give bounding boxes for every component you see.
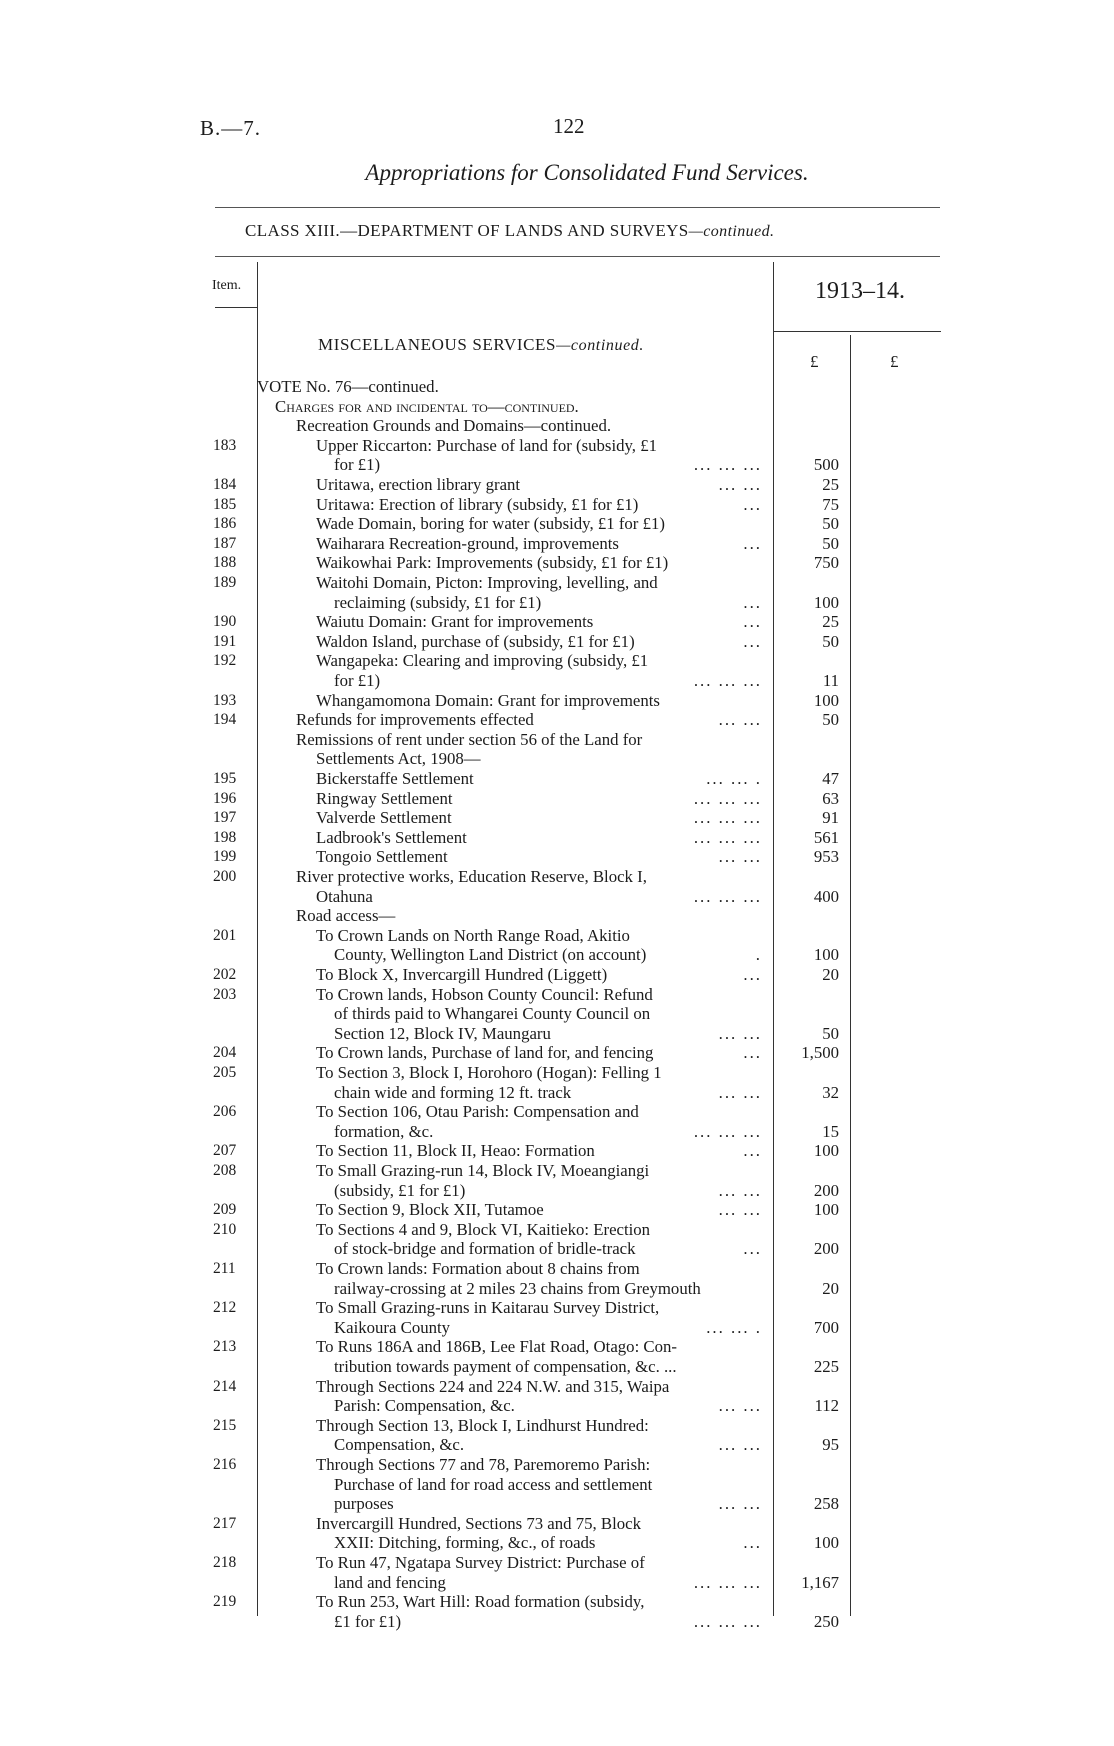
- item-description: Whangamomona Domain: Grant for improvements: [316, 690, 660, 710]
- item-description: Tongoio Settlement: [316, 847, 448, 867]
- table-row: [0, 534, 1114, 554]
- table-row: [0, 1141, 1114, 1161]
- item-description: Waiharara Recreation-ground, improvements: [316, 533, 619, 553]
- leader-dots: ... ... ...: [693, 827, 762, 847]
- table-row: [0, 1416, 1114, 1436]
- amount: 50: [822, 710, 839, 730]
- item-description: To Small Grazing-run 14, Block IV, Moeangiangi: [316, 1161, 650, 1180]
- leader-dots: ...: [743, 631, 762, 651]
- leader-dots: ... ...: [718, 847, 762, 867]
- table-row: [0, 475, 1114, 495]
- table-row: [0, 945, 1114, 965]
- amount: 25: [822, 475, 839, 494]
- item-description: reclaiming (subsidy, £1 for £1): [334, 592, 542, 612]
- leader-dots: ...: [743, 1043, 762, 1063]
- table-row: [0, 1514, 1114, 1534]
- class-heading-continued: —continued.: [688, 223, 775, 240]
- table-row: [0, 985, 1114, 1005]
- item-number: 190: [213, 613, 237, 631]
- table-row: [0, 965, 1114, 985]
- leader-dots: ... ... ...: [693, 671, 762, 690]
- table-row: [0, 1161, 1114, 1181]
- table-row: [0, 1533, 1114, 1553]
- item-description: (subsidy, £1 for £1): [334, 1180, 466, 1200]
- table-row: [0, 573, 1114, 593]
- leader-dots: ... ...: [718, 1200, 762, 1220]
- table-row: [0, 730, 1114, 750]
- amount: 50: [822, 533, 839, 553]
- table-row: [0, 1200, 1114, 1220]
- item-description: Upper Riccarton: Purchase of land for (subsidy, £1: [316, 435, 657, 455]
- leader-dots: ... ... ...: [693, 1121, 762, 1141]
- amount: 47: [822, 769, 839, 788]
- table-row: [0, 436, 1114, 456]
- item-number: 203: [213, 985, 237, 1003]
- item-description: To Crown lands, Hobson County Council: Refund: [316, 984, 653, 1004]
- item-description: Compensation, &c.: [334, 1435, 465, 1455]
- table-row: [0, 1298, 1114, 1318]
- leader-dots: ... ... ...: [693, 788, 762, 808]
- item-number: 209: [213, 1201, 237, 1219]
- table-row: [0, 887, 1114, 907]
- item-description: County, Wellington Land District (on account): [334, 945, 647, 965]
- item-description: chain wide and forming 12 ft. track: [334, 1082, 572, 1102]
- table-row: [0, 906, 1114, 926]
- amount: 91: [822, 808, 839, 828]
- item-number: 212: [213, 1299, 237, 1317]
- item-description: Valverde Settlement: [316, 808, 452, 828]
- table-row: [0, 651, 1114, 671]
- leader-dots: ...: [743, 965, 762, 984]
- item-description: To Crown Lands on North Range Road, Akitio: [316, 925, 630, 945]
- leader-dots: ... ... ...: [693, 808, 762, 828]
- item-number: 217: [213, 1514, 237, 1532]
- amount: 50: [822, 1023, 839, 1043]
- amount: 15: [822, 1121, 839, 1141]
- amount: 75: [822, 494, 839, 514]
- item-description: Waikowhai Park: Improvements (subsidy, £1 for £1): [316, 553, 669, 573]
- amount: 561: [813, 827, 839, 847]
- currency-header-1: £: [810, 352, 819, 371]
- item-description: To Crown lands: Formation about 8 chains from: [316, 1259, 640, 1278]
- leader-dots: ... ...: [718, 1396, 762, 1416]
- item-number: 189: [213, 574, 237, 591]
- item-number: 192: [213, 652, 237, 670]
- item-number: 200: [213, 868, 237, 885]
- amount: 20: [822, 1278, 839, 1298]
- class-heading: [245, 221, 774, 241]
- table-row: [0, 1220, 1114, 1240]
- item-number: 193: [213, 691, 237, 709]
- item-description: Refunds for improvements effected: [296, 710, 534, 730]
- amount: 100: [813, 690, 839, 710]
- leader-dots: ... ...: [718, 1023, 762, 1043]
- item-number: 211: [213, 1260, 236, 1277]
- item-number: 218: [213, 1554, 237, 1571]
- item-number: 195: [213, 770, 237, 787]
- table-row: [0, 1063, 1114, 1083]
- item-number: 185: [213, 495, 237, 513]
- table-row: [0, 1475, 1114, 1495]
- amount: 32: [822, 1082, 839, 1102]
- item-description: Waldon Island, purchase of (subsidy, £1 for £1): [316, 631, 635, 651]
- item-description: Wade Domain, boring for water (subsidy, £1 for £1): [316, 514, 665, 534]
- amount: 700: [813, 1317, 839, 1337]
- table-row: [0, 397, 1114, 417]
- amount: 100: [813, 1141, 839, 1161]
- section-heading-main: MISCELLANEOUS SERVICES: [318, 335, 557, 354]
- item-number: 215: [213, 1416, 237, 1434]
- item-number: 184: [213, 476, 237, 493]
- item-number: 201: [213, 926, 237, 944]
- amount: 50: [822, 514, 839, 534]
- amount: 225: [813, 1357, 839, 1376]
- item-description: tribution towards payment of compensation, &c. ...: [334, 1357, 677, 1376]
- leader-dots: ... ... .: [706, 1317, 762, 1337]
- item-description: To Section 106, Otau Parish: Compensation and: [316, 1102, 639, 1122]
- item-description: Kaikoura County: [334, 1317, 451, 1337]
- item-header-underline: [215, 307, 257, 308]
- leader-dots: ... ...: [718, 1435, 762, 1455]
- leader-dots: ... ...: [718, 475, 762, 494]
- amount: 63: [822, 788, 839, 808]
- leader-dots: ... ...: [718, 1494, 762, 1514]
- item-description: Remissions of rent under section 56 of the Land for: [296, 729, 643, 749]
- table-row: [0, 1122, 1114, 1142]
- table-row: [0, 1043, 1114, 1063]
- table-row: [0, 926, 1114, 946]
- item-description: Invercargill Hundred, Sections 73 and 75, Block: [316, 1513, 641, 1533]
- item-number: 186: [213, 515, 237, 533]
- table-row: [0, 1612, 1114, 1632]
- table-row: [0, 769, 1114, 789]
- table-row: [0, 495, 1114, 515]
- item-number: 216: [213, 1456, 237, 1473]
- table-row: [0, 808, 1114, 828]
- item-number: 204: [213, 1044, 237, 1062]
- table-row: [0, 1181, 1114, 1201]
- table-row: [0, 1083, 1114, 1103]
- item-description: Uritawa: Erection of library (subsidy, £1 for £1): [316, 494, 639, 514]
- item-number: 188: [213, 554, 237, 572]
- item-description: Otahuna: [316, 886, 373, 906]
- item-description: land and fencing: [334, 1572, 446, 1592]
- year-column-header: 1913–14.: [815, 278, 905, 304]
- currency-header-2: £: [890, 352, 899, 371]
- item-description: Through Sections 77 and 78, Paremoremo Parish:: [316, 1455, 651, 1474]
- section-heading: [318, 335, 644, 355]
- amount: 20: [822, 965, 839, 984]
- document-reference: B.—7.: [200, 116, 262, 140]
- leader-dots: ... ...: [718, 1180, 762, 1200]
- item-description: River protective works, Education Reserve, Block I,: [296, 867, 647, 886]
- item-description: To Section 11, Block II, Heao: Formation: [316, 1141, 595, 1161]
- item-description: Uritawa, erection library grant: [316, 475, 521, 494]
- table-row: [0, 1024, 1114, 1044]
- leader-dots: ... ... ...: [693, 1611, 762, 1631]
- class-heading-main: CLASS XIII.—DEPARTMENT OF LANDS AND SURVEYS: [245, 221, 689, 240]
- item-number: 183: [213, 436, 237, 454]
- section-heading-continued: —continued.: [556, 337, 644, 354]
- leader-dots: ... ...: [718, 1082, 762, 1102]
- item-description: To Runs 186A and 186B, Lee Flat Road, Otago: Con-: [316, 1337, 677, 1357]
- table-row: [0, 789, 1114, 809]
- item-description: To Block X, Invercargill Hundred (Liggett): [316, 965, 608, 984]
- amount: 750: [813, 553, 839, 573]
- item-number: 206: [213, 1103, 237, 1121]
- item-number: 196: [213, 789, 237, 807]
- item-description: Wangapeka: Clearing and improving (subsidy, £1: [316, 651, 649, 671]
- item-description: To Run 47, Ngatapa Survey District: Purchase of: [316, 1553, 645, 1572]
- item-number: 199: [213, 848, 237, 866]
- amount: 500: [813, 455, 839, 475]
- table-row: [0, 377, 1114, 397]
- item-description: railway-crossing at 2 miles 23 chains from Greymouth: [334, 1278, 701, 1298]
- item-number: 197: [213, 809, 237, 827]
- item-description: To Sections 4 and 9, Block VI, Kaitieko: Erection: [316, 1219, 651, 1239]
- year-header-rule: [773, 331, 941, 332]
- item-description: Through Sections 224 and 224 N.W. and 315, Waipa: [316, 1376, 670, 1396]
- item-description: Settlements Act, 1908—: [316, 749, 481, 769]
- item-description: To Section 3, Block I, Horohoro (Hogan): Felling 1: [316, 1063, 662, 1082]
- item-number: 194: [213, 711, 237, 729]
- item-description: XXII: Ditching, forming, &c., of roads: [334, 1533, 596, 1553]
- item-number: 187: [213, 534, 237, 552]
- leader-dots: ...: [743, 1533, 762, 1553]
- table-row: [0, 612, 1114, 632]
- item-number: 219: [213, 1593, 237, 1611]
- item-description: formation, &c.: [334, 1121, 434, 1141]
- table-row: [0, 1102, 1114, 1122]
- leader-dots: ... ... ...: [693, 1572, 762, 1592]
- page-title: Appropriations for Consolidated Fund Services.: [365, 160, 809, 185]
- amount: 1,167: [801, 1572, 839, 1592]
- amount: 250: [813, 1611, 839, 1631]
- item-number: 205: [213, 1064, 237, 1081]
- item-description: purposes: [334, 1494, 394, 1514]
- table-row: [0, 1396, 1114, 1416]
- leader-dots: ... ... ...: [693, 886, 762, 906]
- table-row: [0, 1357, 1114, 1377]
- item-description: VOTE No. 76—continued.: [257, 377, 439, 396]
- leader-dots: ...: [743, 612, 762, 632]
- item-description: Bickerstaffe Settlement: [316, 769, 474, 788]
- header-rule: [215, 207, 940, 208]
- item-number: 210: [213, 1220, 237, 1238]
- amount: 200: [813, 1180, 839, 1200]
- item-description: Road access—: [296, 906, 396, 926]
- item-number: 198: [213, 828, 237, 846]
- table-row: [0, 1573, 1114, 1593]
- item-description: To Crown lands, Purchase of land for, and fencing: [316, 1043, 654, 1063]
- table-row: [0, 867, 1114, 887]
- amount: 258: [813, 1494, 839, 1514]
- leader-dots: .: [755, 945, 762, 965]
- table-row: [0, 1377, 1114, 1397]
- amount: 1,500: [801, 1043, 839, 1063]
- item-description: Parish: Compensation, &c.: [334, 1396, 515, 1416]
- item-description: for £1): [334, 671, 381, 690]
- item-number: 213: [213, 1338, 237, 1356]
- item-description: Through Section 13, Block I, Lindhurst Hundred:: [316, 1415, 649, 1435]
- item-description: £1 for £1): [334, 1611, 402, 1631]
- item-description: Section 12, Block IV, Maungaru: [334, 1023, 551, 1043]
- leader-dots: ...: [743, 533, 762, 553]
- table-row: [0, 1337, 1114, 1357]
- table-row: [0, 671, 1114, 691]
- amount: 50: [822, 631, 839, 651]
- table-row: [0, 1239, 1114, 1259]
- item-number: 208: [213, 1162, 237, 1179]
- item-description: Waitohi Domain, Picton: Improving, levelling, and: [316, 573, 658, 592]
- table-row: [0, 1553, 1114, 1573]
- leader-dots: ...: [743, 1141, 762, 1161]
- leader-dots: ...: [743, 1239, 762, 1259]
- item-description: Recreation Grounds and Domains—continued.: [296, 416, 612, 436]
- item-number: 191: [213, 632, 237, 650]
- table-row: [0, 1455, 1114, 1475]
- table-row: [0, 1494, 1114, 1514]
- table-row: [0, 1259, 1114, 1279]
- item-description: Waiutu Domain: Grant for improvements: [316, 612, 594, 632]
- amount: 200: [813, 1239, 839, 1259]
- item-description: Ladbrook's Settlement: [316, 827, 467, 847]
- table-row: [0, 1004, 1114, 1024]
- table-row: [0, 691, 1114, 711]
- item-number: 214: [213, 1377, 237, 1395]
- item-description: To Small Grazing-runs in Kaitarau Survey District,: [316, 1298, 660, 1318]
- item-description: of thirds paid to Whangarei County Council on: [334, 1004, 651, 1024]
- table-row: [0, 847, 1114, 867]
- table-row: [0, 416, 1114, 436]
- amount: 95: [822, 1435, 839, 1455]
- amount: 400: [813, 886, 839, 906]
- table-row: [0, 749, 1114, 769]
- item-description: for £1): [334, 455, 381, 475]
- item-number: 207: [213, 1142, 237, 1160]
- leader-dots: ... ...: [718, 710, 762, 730]
- page-number: 122: [553, 114, 585, 138]
- item-description: To Section 9, Block XII, Tutamoe: [316, 1200, 544, 1220]
- item-number: 202: [213, 966, 237, 983]
- table-row: [0, 455, 1114, 475]
- amount: 100: [813, 1533, 839, 1553]
- table-row: [0, 1592, 1114, 1612]
- table-row: [0, 828, 1114, 848]
- leader-dots: ... ... ...: [693, 455, 762, 475]
- leader-dots: ... ... .: [706, 769, 762, 788]
- table-row: [0, 514, 1114, 534]
- table-row: [0, 1435, 1114, 1455]
- table-row: [0, 710, 1114, 730]
- table-top-rule: [215, 256, 940, 257]
- item-description: of stock-bridge and formation of bridle-track: [334, 1239, 636, 1259]
- table-row: [0, 593, 1114, 613]
- item-description: Purchase of land for road access and settlement: [334, 1474, 653, 1494]
- table-row: [0, 1318, 1114, 1338]
- table-row: [0, 553, 1114, 573]
- leader-dots: ...: [743, 494, 762, 514]
- amount: 112: [814, 1396, 839, 1416]
- amount: 953: [813, 847, 839, 867]
- item-description: Ringway Settlement: [316, 788, 453, 808]
- amount: 100: [813, 1200, 839, 1220]
- amount: 11: [822, 671, 839, 690]
- amount: 25: [822, 612, 839, 632]
- leader-dots: ...: [743, 592, 762, 612]
- amount: 100: [813, 945, 839, 965]
- item-description: Charges for and incidental to—continued.: [275, 396, 579, 416]
- item-description: To Run 253, Wart Hill: Road formation (subsidy,: [316, 1592, 645, 1612]
- table-row: [0, 632, 1114, 652]
- amount: 100: [813, 592, 839, 612]
- item-column-header: Item.: [212, 278, 242, 293]
- table-row: [0, 1279, 1114, 1299]
